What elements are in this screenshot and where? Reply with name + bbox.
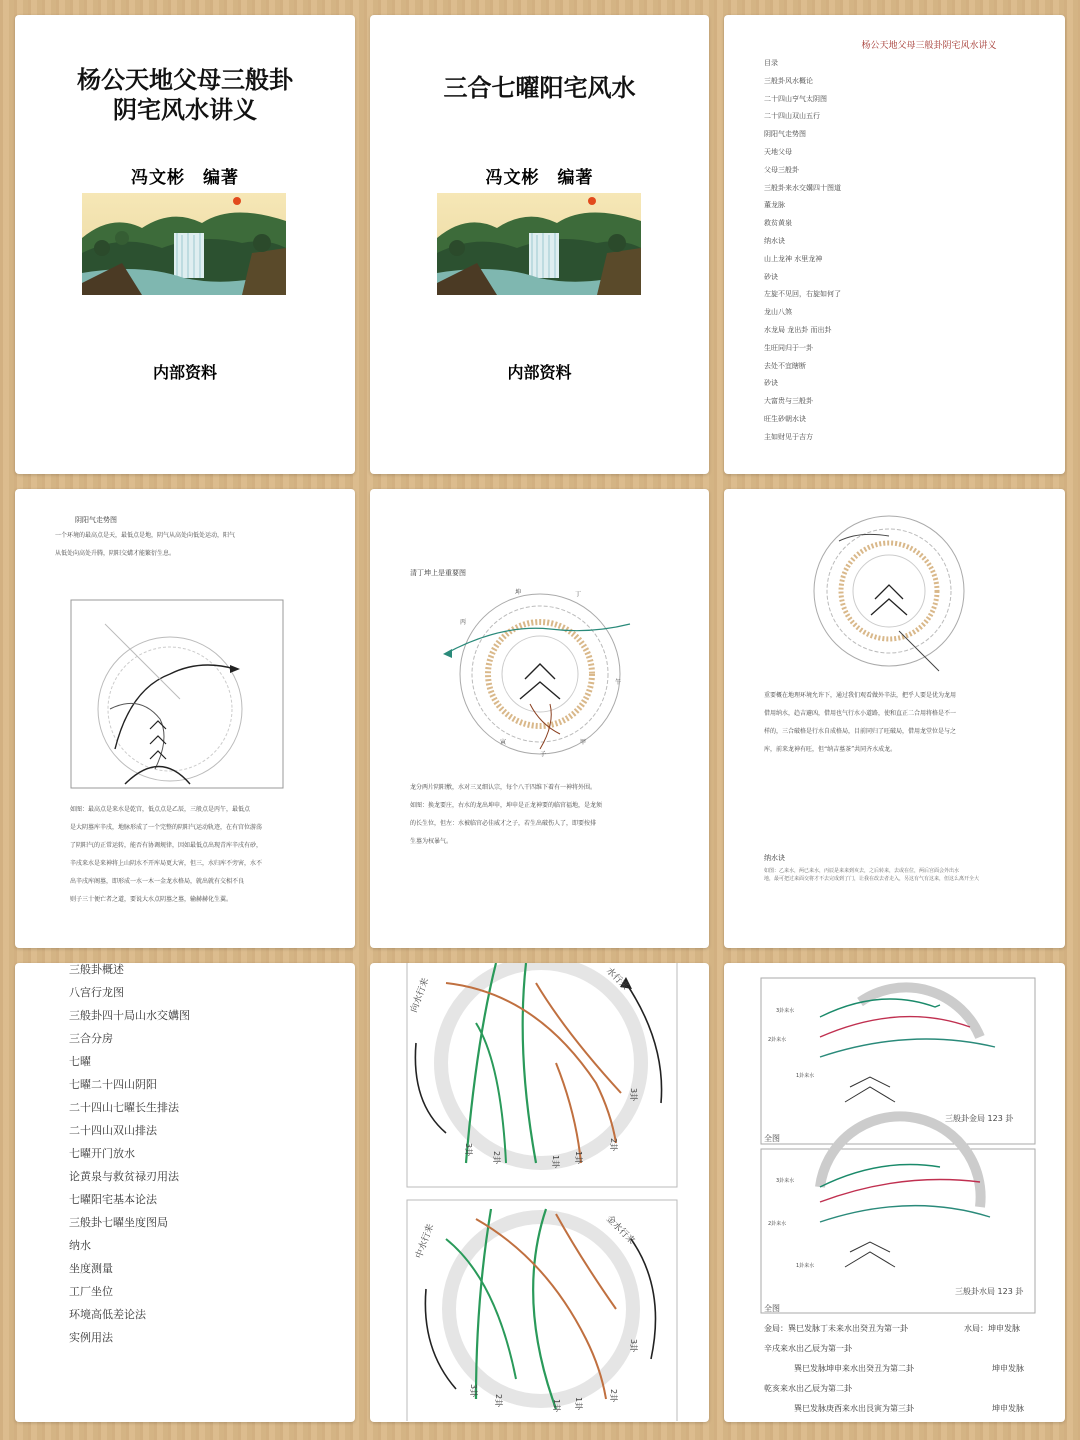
gua-row-side: 水局：坤申发脉	[964, 1324, 1020, 1333]
flow-label: 向水行来	[409, 976, 432, 1015]
cover-page-1[interactable]	[15, 15, 355, 474]
water-flow-diagram-bottom	[406, 1199, 678, 1421]
diagram-whole-label: 全图	[764, 1134, 780, 1143]
text-line: 样的，三合破格是行水自成格局，目前同归了旺破局，借用龙堂位是与之	[764, 728, 957, 735]
text-line: 出辛戌库阁墓，即形成一水一木一金龙水格局，就出就有交相不良	[70, 878, 245, 885]
flow-label: 中水行来	[414, 1222, 437, 1261]
gua-label: 3卦	[629, 1088, 638, 1102]
side-label: 2卦来水	[768, 1037, 787, 1043]
text-line: 是大阴墓库辛戌，地脉形成了一个完整的阴阳气运动轨迹，在有宫位游荡	[70, 824, 263, 831]
gua-row-text: 金局：巽巳发脉丁未来水出癸丑为第一卦	[764, 1324, 908, 1333]
compass-diagram	[440, 584, 650, 759]
gua-label: 1卦	[574, 1397, 583, 1411]
gua-row-text: 辛戌来水出乙辰为第一卦	[764, 1344, 852, 1353]
toc-item: 主如财见于吉方	[764, 432, 813, 441]
toc-item: 工厂坐位	[69, 1285, 113, 1298]
text-line: 一个环境的最高点是天，最低点是地，阴气从高处向低处运动，阳气	[55, 532, 236, 539]
toc-item: 三般卦七曜坐度图局	[69, 1216, 168, 1229]
toc-item: 天地父母	[764, 147, 792, 156]
water-flow-diagram-top	[406, 963, 678, 1189]
toc-item: 七曜开门放水	[69, 1147, 135, 1160]
side-label: 3卦来水	[776, 1178, 795, 1184]
body-paragraph	[70, 801, 262, 909]
toc-item: 三般卦来水交媾四十图道	[764, 183, 841, 192]
compass-label: 丁	[575, 591, 582, 598]
toc-item: 七曜	[69, 1055, 91, 1068]
toc-page-3[interactable]	[724, 15, 1065, 474]
section-title: 纳水诀	[764, 854, 785, 862]
text-page-4[interactable]	[15, 489, 355, 948]
toc-item: 旺生砂朝水诀	[764, 414, 806, 423]
toc-item: 坐度测量	[69, 1262, 113, 1275]
cover-title-line2: 阴宅风水讲义	[113, 95, 257, 124]
toc-item: 二十四山双山五行	[764, 112, 820, 121]
gua-row-text: 乾亥来水出乙辰为第二卦	[764, 1384, 852, 1393]
gua-row-text: 巽巳发脉庚酉来水出艮寅为第三卦	[794, 1404, 914, 1413]
toc-item: 砂诀	[764, 379, 778, 388]
text-line: 从低处向高处升腾，阴阳交媾才能繁衍生息。	[55, 550, 176, 557]
text-line: 如图：换龙要庄，右水的龙出坤申，坤申是正龙神要的临官福地，是龙须	[410, 802, 603, 809]
toc-item: 父母三般卦	[764, 165, 799, 174]
gua-label: 1卦	[552, 1399, 561, 1413]
flow-label: 金水行来	[603, 1214, 637, 1247]
gua-row-side: 坤申发脉	[992, 1404, 1024, 1413]
toc-item: 纳水诀	[764, 236, 785, 245]
text-line: 的长生位，但左：水被临官必佳威才之子，若生出破伤人了，即要按排	[410, 820, 597, 827]
toc-item: 砂诀	[764, 272, 778, 281]
gua-label: 1卦	[551, 1155, 560, 1169]
cover-footer: 内部资料	[152, 363, 217, 382]
text-line: 如图：最高点是来水是乾宫，低点点是乙辰，三般点是丙午，最低点	[70, 806, 251, 813]
body-paragraph	[410, 779, 602, 851]
toc-item: 目录	[764, 59, 778, 67]
toc-item: 董龙脉	[764, 201, 785, 210]
toc-heading: 杨公天地父母三般卦阴宅风水讲义	[861, 41, 997, 51]
diagram-page-9[interactable]	[724, 963, 1065, 1422]
text-line: 借用纳水，趋吉避凶，借用也气行水小道路，使和直正二合用将格是不一	[764, 710, 957, 717]
compass-label: 丙	[460, 619, 467, 626]
text-page-5[interactable]	[370, 489, 709, 948]
diagram-caption: 三般卦金局 123 卦	[945, 1114, 1014, 1123]
diagram-page-8[interactable]	[370, 963, 709, 1422]
diagram-whole-label: 全图	[764, 1304, 780, 1313]
gua-row-text: 巽巳发脉坤申来水出癸丑为第二卦	[794, 1364, 914, 1373]
toc-item: 水龙局 龙出卦 而出卦	[764, 325, 832, 334]
compass-diagram	[799, 511, 989, 681]
toc-item: 三般卦概述	[69, 963, 124, 976]
toc-item: 龙山八煞	[764, 308, 792, 317]
toc-item: 救贫黄泉	[764, 219, 792, 228]
compass-label: 甲	[580, 739, 587, 746]
toc-item: 实例用法	[69, 1331, 113, 1344]
diagram-caption: 三般卦水局 123 卦	[955, 1287, 1024, 1296]
side-label: 3卦来水	[776, 1008, 795, 1014]
toc-item: 三般卦风水概论	[764, 76, 813, 85]
cover-page-2[interactable]	[370, 15, 709, 474]
compass-label: 子	[540, 751, 547, 758]
toc-item: 大富贵与三般卦	[764, 397, 813, 406]
section-title: 清丁坤上是重要图	[410, 569, 466, 577]
cover-title: 三合七曜阳宅风水	[443, 73, 636, 102]
toc-item: 生旺同归于一卦	[764, 343, 813, 352]
yin-yang-flow-diagram	[70, 599, 284, 789]
toc-item: 纳水	[69, 1239, 91, 1252]
text-line: 库，前来龙神有旺，但“纳吉墓茶”共同齐水成龙。	[764, 746, 897, 753]
toc-item: 七曜阳宅基本论法	[69, 1193, 157, 1206]
section-title: 阴阳气走势图	[75, 516, 117, 524]
gua-label: 2卦	[609, 1138, 618, 1152]
three-gua-diagrams	[760, 977, 1036, 1317]
text-line: 如图：乙来水，两已来水，丙辰是来来到亥去，之后转来，去或在位，两后宫面会外出水	[764, 868, 960, 874]
text-page-6[interactable]	[724, 489, 1065, 948]
flow-label: 水行来	[603, 966, 631, 993]
body-paragraph	[764, 687, 956, 759]
text-line: 则子三十便亡者之道，要说大水点阴墓之墓，输赫赫化生翼。	[70, 896, 233, 903]
toc-item: 二十四山七曜长生排法	[69, 1101, 179, 1114]
toc-page-7[interactable]	[15, 963, 355, 1422]
cover-title-line1: 杨公天地父母三般卦	[77, 65, 293, 94]
gua-label: 3卦	[469, 1384, 478, 1398]
toc-item: 七曜二十四山阴阳	[69, 1078, 157, 1091]
gua-label: 3卦	[629, 1339, 638, 1353]
side-label: 2卦来水	[768, 1221, 787, 1227]
compass-label: 午	[615, 679, 622, 686]
toc-item: 去处不宜瞎断	[764, 361, 806, 370]
small-paragraph	[764, 867, 979, 883]
table-of-contents	[69, 963, 190, 1349]
text-line: 龙分两片阴阳敷，水对三叉细认宗，每个八干四维下着有一神将外围。	[410, 784, 597, 791]
text-line: 生墓为权暴气。	[410, 838, 453, 845]
gua-label: 3卦	[464, 1143, 473, 1157]
toc-item: 阴阳气走势图	[764, 130, 806, 139]
gua-label: 2卦	[609, 1389, 618, 1403]
gua-label: 2卦	[494, 1394, 503, 1408]
toc-item: 山上龙神 水里龙神	[764, 254, 823, 263]
toc-item: 三般卦四十局山水交媾图	[69, 1009, 190, 1022]
toc-item: 论黄泉与救贫禄刃用法	[69, 1170, 179, 1183]
cover-footer: 内部资料	[507, 363, 572, 382]
toc-item: 八宫行龙图	[69, 986, 124, 999]
side-label: 1卦来水	[796, 1073, 815, 1079]
table-of-contents	[764, 41, 997, 447]
intro-paragraph	[55, 527, 235, 563]
toc-item: 二十四山双山排法	[69, 1124, 157, 1137]
toc-item: 环境高低差论法	[69, 1308, 146, 1321]
text-line: 辛戌来水是来神将上山阴水不开库局更大害，但三，水归库不旁害，水不	[70, 860, 263, 867]
cover-author: 冯文彬 编著	[485, 168, 594, 188]
compass-label: 寅	[500, 739, 507, 746]
toc-item: 左旋不见回，右旋如何了	[764, 290, 841, 299]
text-line: 地，最可把过来面交将才不去完成到了门，让我在改去者走入，另这有气有这来，但这么离开全大	[764, 876, 980, 882]
side-label: 1卦来水	[796, 1263, 815, 1269]
compass-label: 坤	[515, 589, 522, 596]
gua-row-side: 坤申发脉	[992, 1364, 1024, 1373]
gua-label: 1卦	[574, 1151, 583, 1165]
cover-author: 冯文彬 编著	[131, 168, 239, 188]
toc-item: 三合分房	[69, 1032, 113, 1045]
landscape-painting	[82, 193, 286, 295]
text-line: 重要概在地理环境允许下，通过我们观看做外辛法，把乎人要是优为龙用	[764, 692, 957, 699]
gua-label: 2卦	[492, 1151, 501, 1165]
landscape-painting	[437, 193, 641, 295]
text-line: 了阴阳气的正常运转，能否有协调规律，因如最低点出现青库辛戌有砂，	[70, 842, 263, 849]
toc-item: 二十四山亨气太阴图	[764, 94, 827, 103]
